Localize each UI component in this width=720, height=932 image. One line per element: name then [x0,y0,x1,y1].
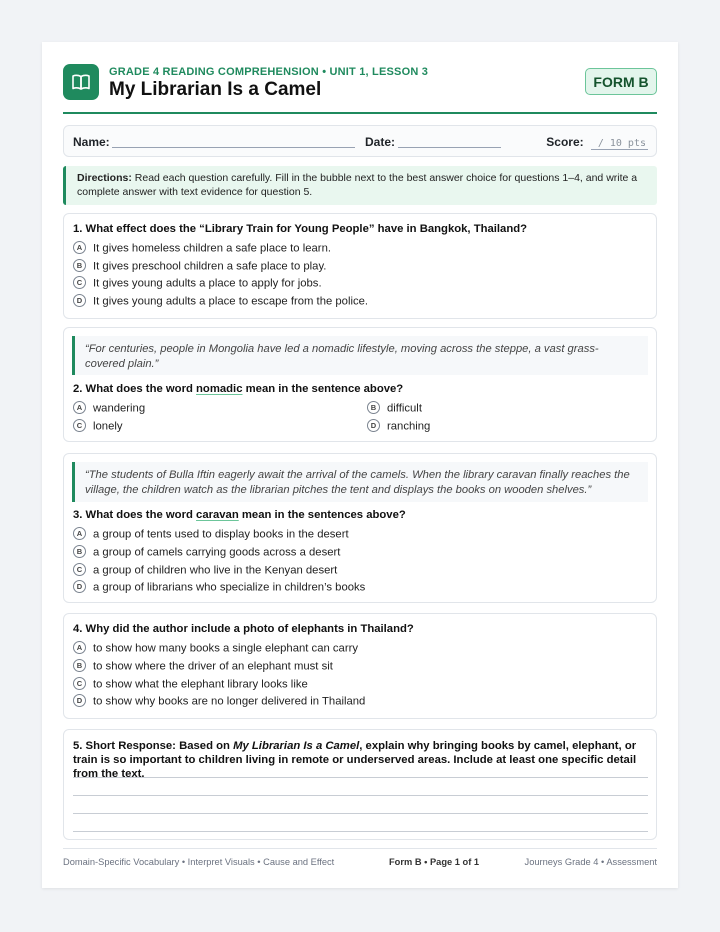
book-title: My Librarian Is a Camel [233,740,360,752]
short-response-lines[interactable] [73,777,648,849]
q3-option-d[interactable] [73,581,365,594]
q3-option-b[interactable] [73,546,340,559]
answer-bubble-d[interactable]: D [73,580,86,593]
answer-bubble-a[interactable]: A [73,641,86,654]
score-group [546,135,648,150]
date-field[interactable] [398,147,501,148]
question-4-card [63,613,657,719]
answer-bubble-a[interactable]: A [73,241,86,254]
answer-bubble-d[interactable]: D [73,294,86,307]
question-2-text [73,383,403,395]
option-text: It gives preschool children a safe place to play. [93,260,327,273]
writing-line[interactable] [73,777,648,778]
option-text: It gives homeless children a safe place to learn. [93,242,331,255]
answer-bubble-c[interactable]: C [73,419,86,432]
answer-bubble-a[interactable]: A [73,401,86,414]
q2-option-d[interactable] [367,420,430,433]
option-text: to show why books are no longer delivered in Thailand [93,695,366,708]
option-text: to show how many books a single elephant can carry [93,642,358,655]
form-badge: FORM B [585,68,657,95]
q2-option-c[interactable] [73,420,123,433]
q3-option-c[interactable] [73,564,337,577]
answer-bubble-b[interactable]: B [367,401,380,414]
passage-quote: “The students of Bulla Iftin eagerly await the arrival of the camels. When the library caravan finally reaches the village, the children watch as the librarian pitches the tent and displays the books on wooden shelves.” [72,462,648,502]
footer-source: Journeys Grade 4 • Assessment [524,857,657,867]
answer-bubble-b[interactable]: B [73,659,86,672]
question-4-text: 4. Why did the author include a photo of elephants in Thailand? [73,623,414,635]
q1-option-a[interactable] [73,242,331,255]
option-text: It gives young adults a place to escape from the police. [93,295,369,308]
question-text-part: 5. Short Response: Based on [73,740,234,752]
option-text: a group of tents used to display books in the desert [93,528,349,541]
option-text: lonely [93,420,123,433]
footer-skills: Domain-Specific Vocabulary • Interpret Visuals • Cause and Effect [63,857,335,867]
question-5-card [63,729,657,840]
student-info-bar [63,125,657,157]
book-icon [63,64,99,100]
worksheet-header [63,64,657,114]
q3-option-a[interactable] [73,528,349,541]
question-text-part: , explain why bringing books by camel, elephant, or train is so important to children living in remote or underserved areas. Include at least one specific detail from the text. [73,740,637,780]
q1-option-c[interactable] [73,277,322,290]
answer-bubble-b[interactable]: B [73,545,86,558]
directions-lead: Directions: [77,172,132,184]
worksheet-page [42,42,678,888]
page-title: My Librarian Is a Camel [109,79,322,100]
answer-bubble-b[interactable]: B [73,259,86,272]
q1-option-d[interactable] [73,295,368,308]
vocabulary-word: nomadic [196,383,243,395]
answer-bubble-d[interactable]: D [73,694,86,707]
answer-bubble-c[interactable]: C [73,677,86,690]
writing-line[interactable] [73,813,648,814]
question-5-text [73,739,648,781]
option-text: difficult [387,402,422,415]
lesson-kicker: GRADE 4 READING COMPREHENSION • UNIT 1, LESSON 3 [109,66,429,78]
answer-bubble-c[interactable]: C [73,276,86,289]
option-text: to show where the driver of an elephant must sit [93,660,333,673]
passage-quote: “For centuries, people in Mongolia have led a nomadic lifestyle, moving across the steppe, a vast grass-covered plain.” [72,336,648,375]
directions-text: Read each question carefully. Fill in the bubble next to the best answer choice for questions 1–4, and write a complete answer with text evidence for question 5. [77,172,638,198]
q2-option-b[interactable] [367,402,422,415]
date-label: Date: [365,135,396,149]
option-text: It gives young adults a place to apply for jobs. [93,277,322,290]
score-label: Score: [546,135,584,149]
question-text-part: 2. What does the word [73,383,197,395]
q4-option-b[interactable] [73,660,333,673]
question-1-text: 1. What effect does the “Library Train for Young People” have in Bangkok, Thailand? [73,223,528,235]
option-text: ranching [387,420,431,433]
q4-option-c[interactable] [73,678,308,691]
q2-option-a[interactable] [73,402,145,415]
answer-bubble-c[interactable]: C [73,563,86,576]
option-text: wandering [93,402,146,415]
vocabulary-word: caravan [196,509,239,521]
question-3-text [73,509,406,521]
option-text: a group of librarians who specialize in children’s books [93,581,366,594]
writing-line[interactable] [73,795,648,796]
question-2-card [63,327,657,442]
name-label: Name: [73,135,110,149]
question-text-part: mean in the sentences above? [238,509,406,521]
name-field[interactable] [112,147,355,148]
q4-option-d[interactable] [73,695,365,708]
footer-page-number: Form B • Page 1 of 1 [389,857,480,867]
q4-option-a[interactable] [73,642,358,655]
question-1-card [63,213,657,319]
score-field[interactable]: / 10 pts [591,138,648,150]
question-text-part: mean in the sentence above? [242,383,404,395]
answer-bubble-d[interactable]: D [367,419,380,432]
option-text: a group of children who live in the Kenyan desert [93,564,338,577]
option-text: a group of camels carrying goods across a desert [93,546,341,559]
page-footer [63,848,657,867]
writing-line[interactable] [73,831,648,832]
q1-option-b[interactable] [73,260,326,273]
option-text: to show what the elephant library looks like [93,678,308,691]
directions-box [63,166,657,205]
answer-bubble-a[interactable]: A [73,527,86,540]
question-3-card [63,453,657,603]
question-text-part: 3. What does the word [73,509,197,521]
